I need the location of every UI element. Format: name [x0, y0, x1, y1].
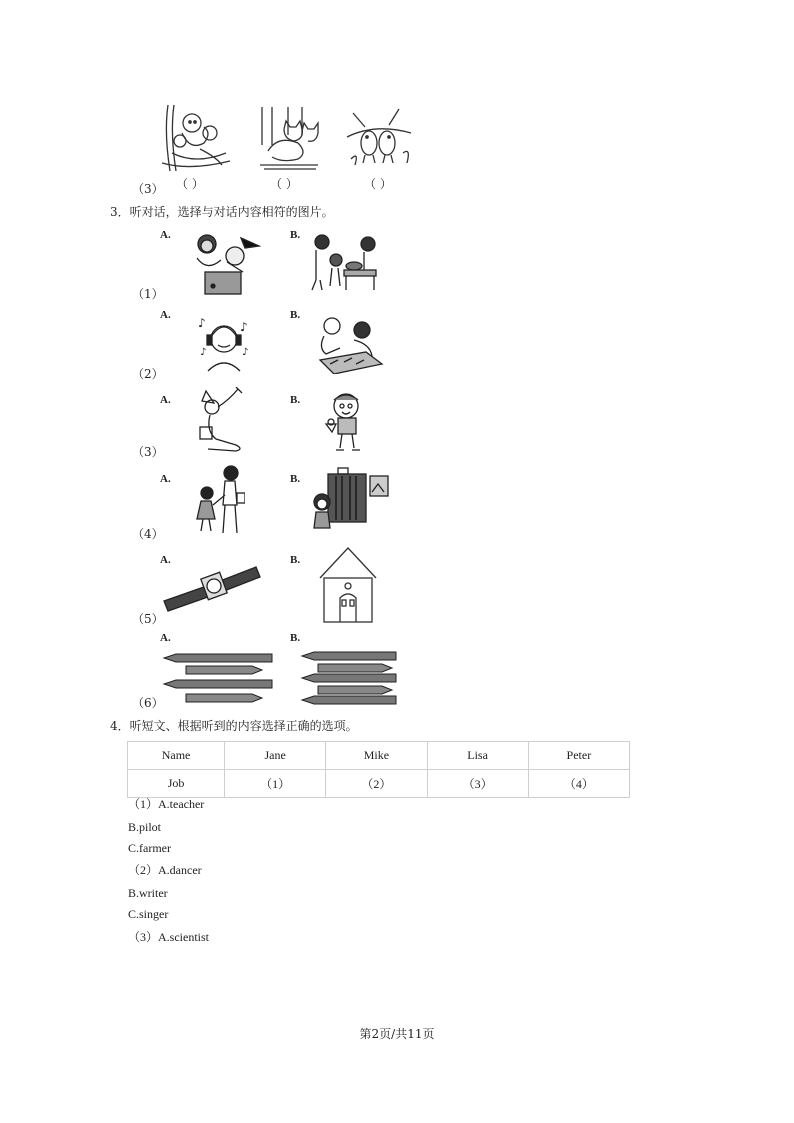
q4-heading: 4．听短文、根据听到的内容选择正确的选项。 — [110, 719, 358, 733]
option-b-label: B. — [290, 632, 301, 644]
listening-music-picture[interactable] — [196, 315, 252, 373]
option-item[interactable]: （2）A.dancer — [128, 863, 202, 877]
table-cell: Name — [128, 742, 225, 770]
option-a-label: A. — [160, 632, 171, 644]
answer-cell[interactable]: （4） — [528, 770, 629, 798]
option-a-label: A. — [160, 394, 171, 406]
q3-item4-label: （4） — [132, 527, 164, 541]
answer-cell[interactable]: （3） — [427, 770, 528, 798]
svg-text:♪: ♪ — [240, 320, 248, 334]
cooking-picture[interactable] — [310, 232, 382, 294]
page-number: 第2页/共11页 — [359, 1027, 435, 1041]
option-b-label: B. — [290, 394, 301, 406]
boy-at-door-picture[interactable] — [310, 466, 390, 534]
q3-item5-label: （5） — [132, 612, 164, 626]
pencils-set-a-picture[interactable] — [162, 652, 274, 708]
table-cell: Lisa — [427, 742, 528, 770]
answer-bracket[interactable]: （ ） — [364, 177, 392, 191]
option-a-label: A. — [160, 554, 171, 566]
table-row — [128, 742, 630, 770]
option-b-label: B. — [290, 229, 301, 241]
q3-item2-label: （2） — [132, 367, 164, 381]
option-b-label: B. — [290, 554, 301, 566]
q2-item3-label: （3） — [132, 182, 164, 196]
option-item[interactable]: （3）A.scientist — [128, 930, 209, 944]
birds-picture — [345, 103, 413, 171]
table-cell: Peter — [528, 742, 629, 770]
table-row — [128, 770, 630, 798]
house-picture[interactable] — [318, 546, 378, 624]
q3-item1-label: （1） — [132, 287, 164, 301]
option-item[interactable]: C.farmer — [128, 841, 171, 855]
jobs-table — [127, 741, 630, 798]
pencils-set-b-picture[interactable] — [300, 650, 400, 708]
option-item[interactable]: C.singer — [128, 907, 169, 921]
playing-chess-picture[interactable] — [310, 314, 384, 374]
table-cell: Job — [128, 770, 225, 798]
monkeys-picture — [160, 103, 232, 173]
option-b-label: B. — [290, 309, 301, 321]
cats-picture — [258, 105, 320, 171]
mother-daughter-picture[interactable] — [193, 465, 245, 535]
answer-cell[interactable]: （2） — [326, 770, 427, 798]
svg-text:♪: ♪ — [242, 347, 249, 358]
answer-bracket[interactable]: （ ） — [176, 177, 204, 191]
table-cell: Jane — [225, 742, 326, 770]
svg-text:♪: ♪ — [200, 347, 207, 358]
answer-cell[interactable]: （1） — [225, 770, 326, 798]
option-a-label: A. — [160, 309, 171, 321]
q3-heading: 3．听对话，选择与对话内容相符的图片。 — [110, 205, 334, 219]
option-item[interactable]: （1）A.teacher — [128, 797, 205, 811]
option-a-label: A. — [160, 229, 171, 241]
option-item[interactable]: B.pilot — [128, 820, 162, 834]
option-item[interactable]: B.writer — [128, 886, 168, 900]
option-b-label: B. — [290, 473, 301, 485]
answer-bracket[interactable]: （ ） — [270, 177, 298, 191]
birthday-girl-picture[interactable] — [196, 387, 250, 453]
boy-ice-cream-picture[interactable] — [322, 390, 368, 452]
q3-item6-label: （6） — [132, 696, 164, 710]
table-cell: Mike — [326, 742, 427, 770]
watch-picture[interactable] — [162, 563, 262, 613]
svg-text:♪: ♪ — [198, 316, 206, 330]
option-a-label: A. — [160, 473, 171, 485]
q3-item3-label: （3） — [132, 445, 164, 459]
magic-show-picture[interactable] — [191, 232, 261, 296]
